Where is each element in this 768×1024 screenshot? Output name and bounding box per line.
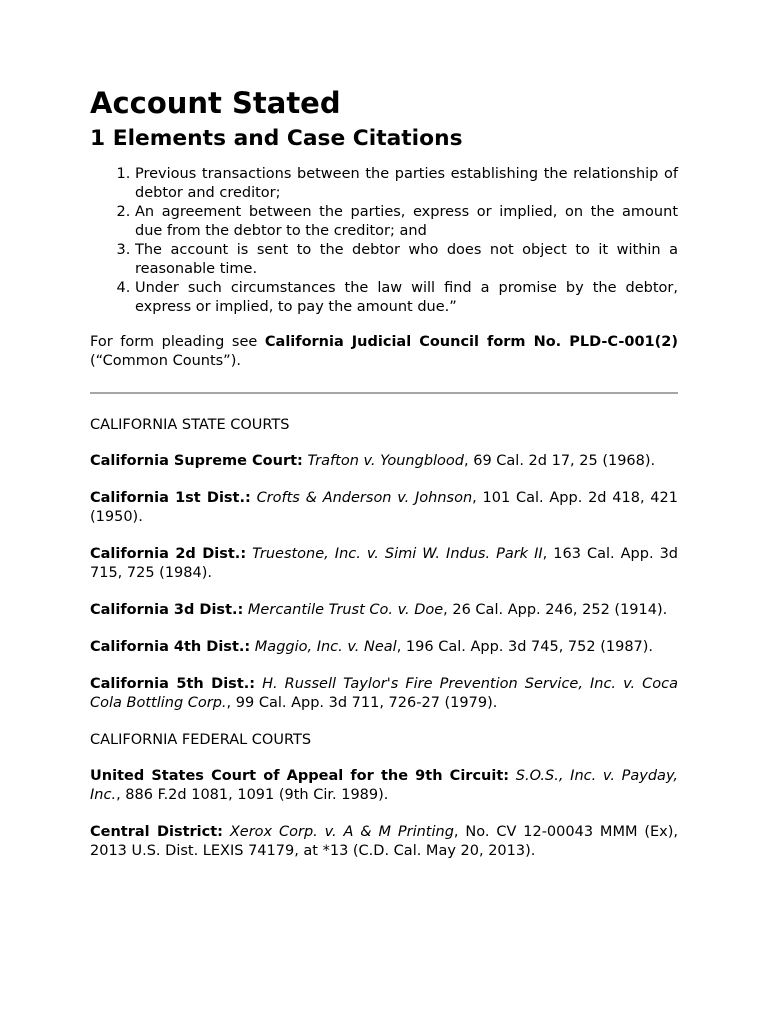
case-name: Mercantile Trust Co. v. Doe xyxy=(247,602,444,618)
citation-central-district xyxy=(90,823,678,861)
citation-5th-dist xyxy=(90,675,678,713)
case-name: Truestone, Inc. v. Simi W. Indus. Park II xyxy=(252,546,543,562)
federal-courts-heading: CALIFORNIA FEDERAL COURTS xyxy=(90,732,312,748)
citation-4th-dist xyxy=(90,638,678,657)
form-pleading-note xyxy=(90,333,678,371)
court-name: California 4th Dist.: xyxy=(90,639,251,655)
case-name: Xerox Corp. v. A & M Printing xyxy=(229,824,454,840)
court-name: California 3d Dist.: xyxy=(90,602,244,618)
citation-2d-dist xyxy=(90,545,678,583)
list-item: 4. Under such circumstances the law will find a promise by the debtor, express or implied, to pay the amount due.” xyxy=(135,279,678,317)
citation-ref: , 196 Cal. App. 3d 745, 752 (1987). xyxy=(396,639,654,655)
court-name: Central District: xyxy=(90,824,223,840)
court-name: California 5th Dist.: xyxy=(90,676,256,692)
court-name: California Supreme Court: xyxy=(90,453,303,469)
court-name: California 1st Dist.: xyxy=(90,490,251,506)
form-note-suffix: (“Common Counts”). xyxy=(90,353,241,369)
document-title: Account Stated xyxy=(90,86,341,120)
citation-ref: , 69 Cal. 2d 17, 25 (1968). xyxy=(464,453,656,469)
case-name: H. Russell Taylor's Fire Prevention Service, Inc. v. Coca Cola Bottling Corp. xyxy=(90,676,678,711)
state-courts-heading: CALIFORNIA STATE COURTS xyxy=(90,417,290,433)
citation-supreme-court xyxy=(90,452,678,471)
citation-ref: , 163 Cal. App. 3d 715, 725 (1984). xyxy=(90,546,678,581)
list-item: 1. Previous transactions between the parties establishing the relationship of debtor and creditor; xyxy=(135,165,678,203)
form-note-form-name: California Judicial Council form No. PLD-C-001(2) xyxy=(264,334,678,350)
citation-ref: , 886 F.2d 1081, 1091 (9th Cir. 1989). xyxy=(116,787,389,803)
form-note-prefix: For form pleading see xyxy=(90,334,265,350)
citation-3d-dist xyxy=(90,601,678,620)
citation-ref: , 26 Cal. App. 246, 252 (1914). xyxy=(443,602,668,618)
court-name: United States Court of Appeal for the 9th Circuit: xyxy=(90,768,510,784)
citation-ref: , 101 Cal. App. 2d 418, 421 (1950). xyxy=(90,490,678,525)
list-item: 3. The account is sent to the debtor who does not object to it within a reasonable time. xyxy=(135,241,678,279)
citation-9th-circuit xyxy=(90,767,678,805)
case-name: Crofts & Anderson v. Johnson xyxy=(256,490,473,506)
case-name: Trafton v. Youngblood xyxy=(307,453,465,469)
case-name: Maggio, Inc. v. Neal xyxy=(254,639,397,655)
section-heading-elements: 1 Elements and Case Citations xyxy=(90,126,463,151)
court-name: California 2d Dist.: xyxy=(90,546,247,562)
elements-list xyxy=(90,165,678,317)
horizontal-divider xyxy=(90,392,678,394)
citation-ref: , No. CV 12-00043 MMM (Ex), 2013 U.S. Dist. LEXIS 74179, at *13 (C.D. Cal. May 20, 2013). xyxy=(90,824,678,859)
case-name: S.O.S., Inc. v. Payday, Inc. xyxy=(90,768,679,803)
citation-1st-dist xyxy=(90,489,678,527)
list-item: 2. An agreement between the parties, express or implied, on the amount due from the debtor to the creditor; and xyxy=(135,203,678,241)
document-page xyxy=(90,86,679,879)
citation-ref: , 99 Cal. App. 3d 711, 726-27 (1979). xyxy=(226,695,498,711)
